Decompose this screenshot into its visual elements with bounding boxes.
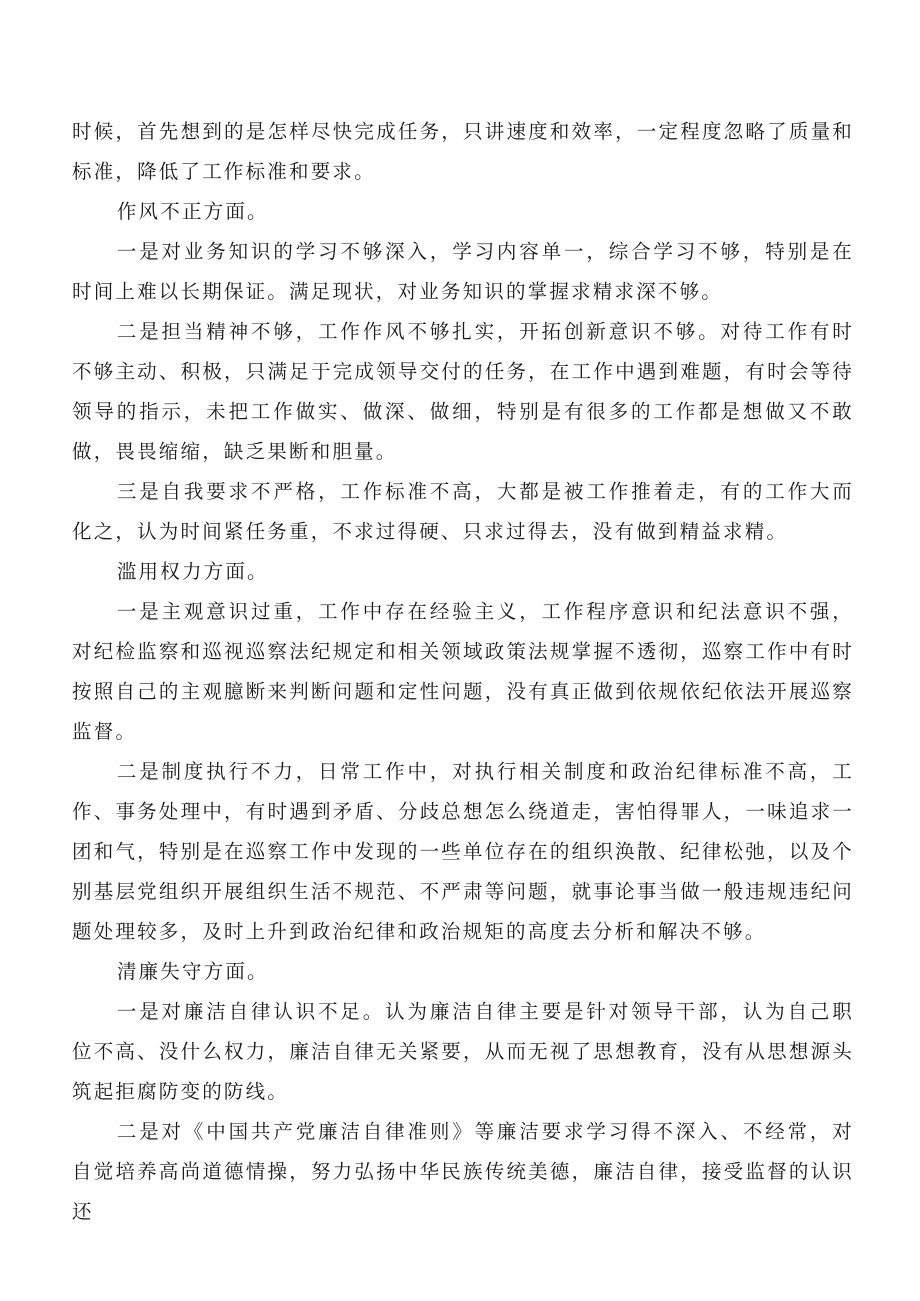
section-heading-power-abuse: 滥用权力方面。	[116, 560, 269, 583]
paragraph-continuation: 时候，首先想到的是怎样尽快完成任务，只讲速度和效率，一定程度忽略了质量和标准，降低了工作标准和要求。	[72, 120, 854, 183]
section-heading-work-style: 作风不正方面。	[116, 200, 269, 223]
paragraph-power-abuse-2: 二是制度执行不力，日常工作中，对执行相关制度和政治纪律标准不高，工作、事务处理中，有时遇到矛盾、分歧总想怎么绕道走，害怕得罪人，一味追求一团和气，特别是在巡察工作中发现的一些单位存在的组织涣散、纪律松弛，以及个别基层党组织开展组织生活不规范、不严肃等问题，就事论事当做一般违规违纪问题处理较多，及时上升到政治纪律和政治规矩的高度去分析和解决不够。	[72, 760, 854, 943]
paragraph-work-style-3: 三是自我要求不严格，工作标准不高，大都是被工作推着走，有的工作大而化之，认为时间紧任务重，不求过得硬、只求过得去，没有做到精益求精。	[72, 480, 854, 543]
section-heading-integrity: 清廉失守方面。	[116, 960, 269, 983]
paragraph-work-style-2: 二是担当精神不够，工作作风不够扎实，开拓创新意识不够。对待工作有时不够主动、积极，只满足于完成领导交付的任务，在工作中遇到难题，有时会等待领导的指示，未把工作做实、做深、做细，特别是有很多的工作都是想做又不敢做，畏畏缩缩，缺乏果断和胆量。	[72, 320, 854, 463]
paragraph-power-abuse-1: 一是主观意识过重，工作中存在经验主义，工作程序意识和纪法意识不强，对纪检监察和巡视巡察法纪规定和相关领域政策法规掌握不透彻，巡察工作中有时按照自己的主观臆断来判断问题和定性问题，没有真正做到依规依纪依法开展巡察监督。	[72, 600, 854, 743]
paragraph-work-style-1: 一是对业务知识的学习不够深入，学习内容单一，综合学习不够，特别是在时间上难以长期保证。满足现状，对业务知识的掌握求精求深不够。	[72, 240, 854, 303]
paragraph-integrity-1: 一是对廉洁自律认识不足。认为廉洁自律主要是针对领导干部，认为自己职位不高、没什么权力，廉洁自律无关紧要，从而无视了思想教育，没有从思想源头筑起拒腐防变的防线。	[72, 1000, 854, 1103]
paragraph-integrity-2: 二是对《中国共产党廉洁自律准则》等廉洁要求学习得不深入、不经常，对自觉培养高尚道德情操，努力弘扬中华民族传统美德，廉洁自律，接受监督的认识还	[72, 1120, 854, 1223]
document-page	[72, 112, 854, 1232]
